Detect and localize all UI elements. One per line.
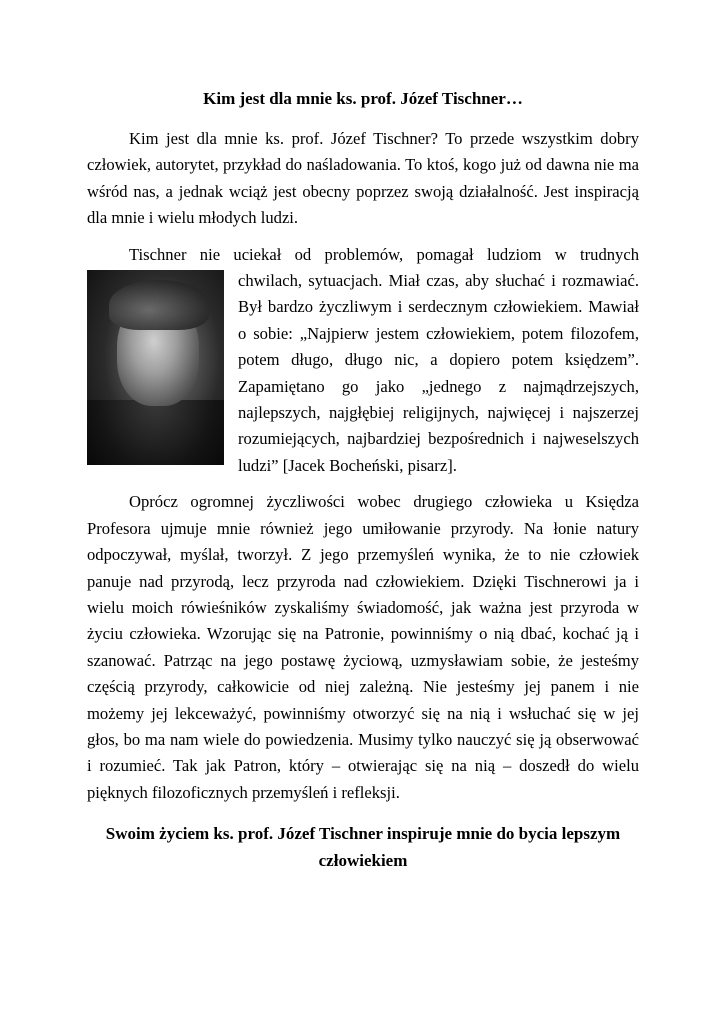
paragraph-intro: Kim jest dla mnie ks. prof. Józef Tischner? To przede wszystkim dobry człowiek, autorytet, przykład do naśladowania. To ktoś, kogo już od dawna nie ma wśród nas, a jednak wciąż jest obecny poprzez swoją działalność. Jest inspiracją dla mnie i wielu młodych ludzi. xyxy=(87,129,639,228)
paragraph-lead-line: Tischner nie uciekał od problemów, pomagał ludziom w trudnych xyxy=(129,244,639,264)
paragraph-with-photo xyxy=(87,242,639,480)
document-page xyxy=(87,86,639,874)
closing-statement xyxy=(87,820,639,874)
paragraph-nature: Oprócz ogromnej życzliwości wobec drugiego człowieka u Księdza Profesora ujmuje mnie również jego umiłowanie przyrody. Na łonie natury odpoczywał, myślał, tworzył. Z jego przemyśleń wynika, że to nie człowiek panuje nad przyrodą, lecz przyroda nad człowiekiem. Dzięki Tischnerowi ja i wielu moich rówieśników zyskaliśmy świadomość, jak ważna jest przyroda w życiu człowieka. Wzorując się na Patronie, powinniśmy o nią dbać, kochać ją i szanować. Patrząc na jego postawę życiową, uzmysławiam sobie, że jesteśmy częścią przyrody, całkowicie od niej zależną. Nie jesteśmy jej panem i nie możemy jej lekceważyć, powinniśmy otworzyć się na nią i wsłuchać się w jej głos, bo ma nam wiele do powiedzenia. Musimy tylko nauczyć się ją obserwować i rozumieć. Tak jak Patron, który – otwierając się na nią – doszedł do wielu pięknych filozoficznych przemyśleń i refleksji. xyxy=(87,492,639,802)
document-title: Kim jest dla mnie ks. prof. Józef Tischner… xyxy=(203,89,523,108)
portrait-photo xyxy=(87,270,224,465)
closing-line-2: człowiekiem xyxy=(318,851,408,871)
portrait-body-shape xyxy=(87,400,224,465)
portrait-hair-shape xyxy=(109,280,209,330)
closing-line-1: Swoim życiem ks. prof. Józef Tischner inspiruje mnie do bycia lepszym xyxy=(105,824,621,844)
paragraph-quote-text: chwilach, sytuacjach. Miał czas, aby słuchać i rozmawiać. Był bardzo życzliwym i serdecznym człowiekiem. Mawiał o sobie: „Najpierw jestem człowiekiem, potem filozofem, potem długo, długo nic, a dopiero potem księdzem”. Zapamiętano go jako „jednego z najmądrzejszych, najlepszych, najgłębiej religijnych, najwięcej i najszerzej rozumiejących, najbardziej bezpośrednich i najweselszych ludzi” [Jacek Bocheński, pisarz]. xyxy=(238,271,639,475)
